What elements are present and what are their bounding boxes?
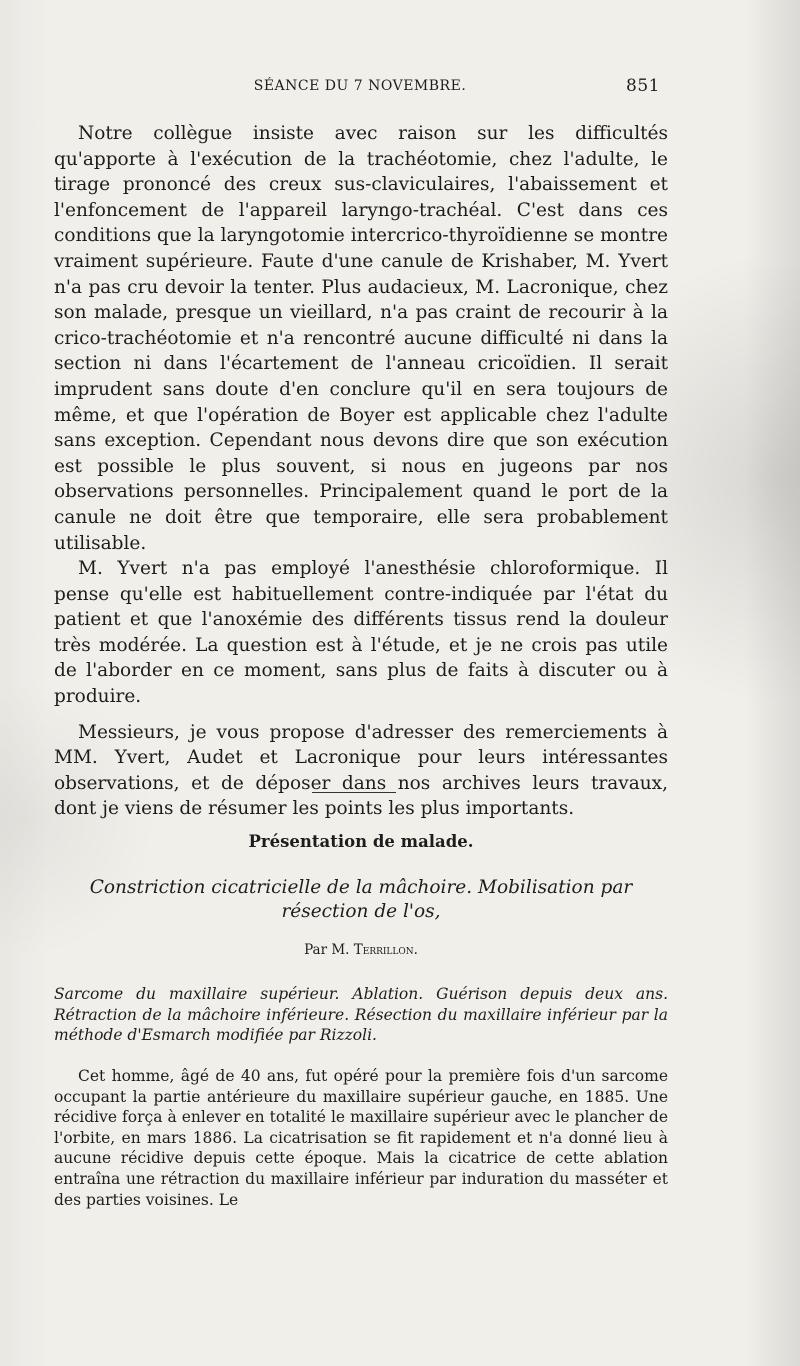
byline-prefix: Par M. (304, 942, 350, 958)
body-paragraph: Cet homme, âgé de 40 ans, fut opéré pour la première fois d'un sarcome occupant la partie antérieure du maxillaire supérieur gauche, en 1885. Une récidive força à enlever en totalité le maxillaire supérieur avec le plancher de l'orbite, en mars 1886. La cicatrisation se fit rapidement et n'a donné lieu à aucune récidive depuis cette époque. Mais la cicatrice de cette ablation entraîna une rétraction du maxillaire inférieur par induration du masséter et des parties voisines. Le (54, 1067, 668, 1209)
discussion-text (54, 121, 668, 822)
byline (54, 942, 668, 958)
case-title: Constriction cicatricielle de la mâchoire. Mobilisation par résection de l'os, (89, 877, 633, 922)
section-heading: Présentation de malade. (248, 832, 474, 851)
author-name: Terrillon. (353, 942, 418, 958)
case-summary (54, 984, 668, 1046)
paragraph: M. Yvert n'a pas employé l'anesthésie chloroformique. Il pense qu'elle est habituellement contre-indiquée par l'état du patient et que l'anoxémie des différents tissus rend la douleur très modérée. La question est à l'étude, et je ne crois pas utile de l'aborder en ce moment, sans plus de faits à discuter ou à produire. (54, 558, 668, 708)
case-body (54, 1066, 668, 1210)
running-title: SÉANCE DU 7 NOVEMBRE. (253, 78, 467, 94)
closing-paragraph: Messieurs, je vous propose d'adresser des remerciements à MM. Yvert, Audet et Lacronique pour leurs intéressantes observations, et de déposer dans nos archives leurs travaux, dont je viens de résumer les points les plus importants. (54, 721, 668, 820)
page-number: 851 (626, 76, 660, 96)
section-divider (312, 792, 396, 793)
page-header (60, 76, 660, 100)
summary-paragraph: Sarcome du maxillaire supérieur. Ablation. Guérison depuis deux ans. Rétraction de la mâchoire inférieure. Résection du maxillaire inférieur par la méthode d'Esmarch modifiée par Rizzoli. (54, 985, 668, 1044)
paragraph: Notre collègue insiste avec raison sur les difficultés qu'apporte à l'exécution de la trachéotomie, chez l'adulte, le tirage prononcé des creux sus-claviculaires, l'abaissement et l'enfoncement de l'appareil laryngo-trachéal. C'est dans ces conditions que la laryngotomie intercrico-thyroïdienne se montre vraiment supérieure. Faute d'une canule de Krishaber, M. Yvert n'a pas cru devoir la tenter. Plus audacieux, M. Lacronique, chez son malade, presque un vieillard, n'a pas craint de recourir à la crico-trachéotomie et n'a rencontré aucune difficulté ni dans la section ni dans l'écartement de l'anneau cricoïdien. Il serait imprudent sans doute d'en conclure qu'il en sera toujours de même, et que l'opération de Boyer est applicable chez l'adulte sans exception. Cependant nous devons dire que son exécution est possible le plus souvent, si nous en jugeons par nos observations personnelles. Principalement quand le port de la canule ne doit être que temporaire, elle sera probablement utilisable. (54, 123, 668, 554)
